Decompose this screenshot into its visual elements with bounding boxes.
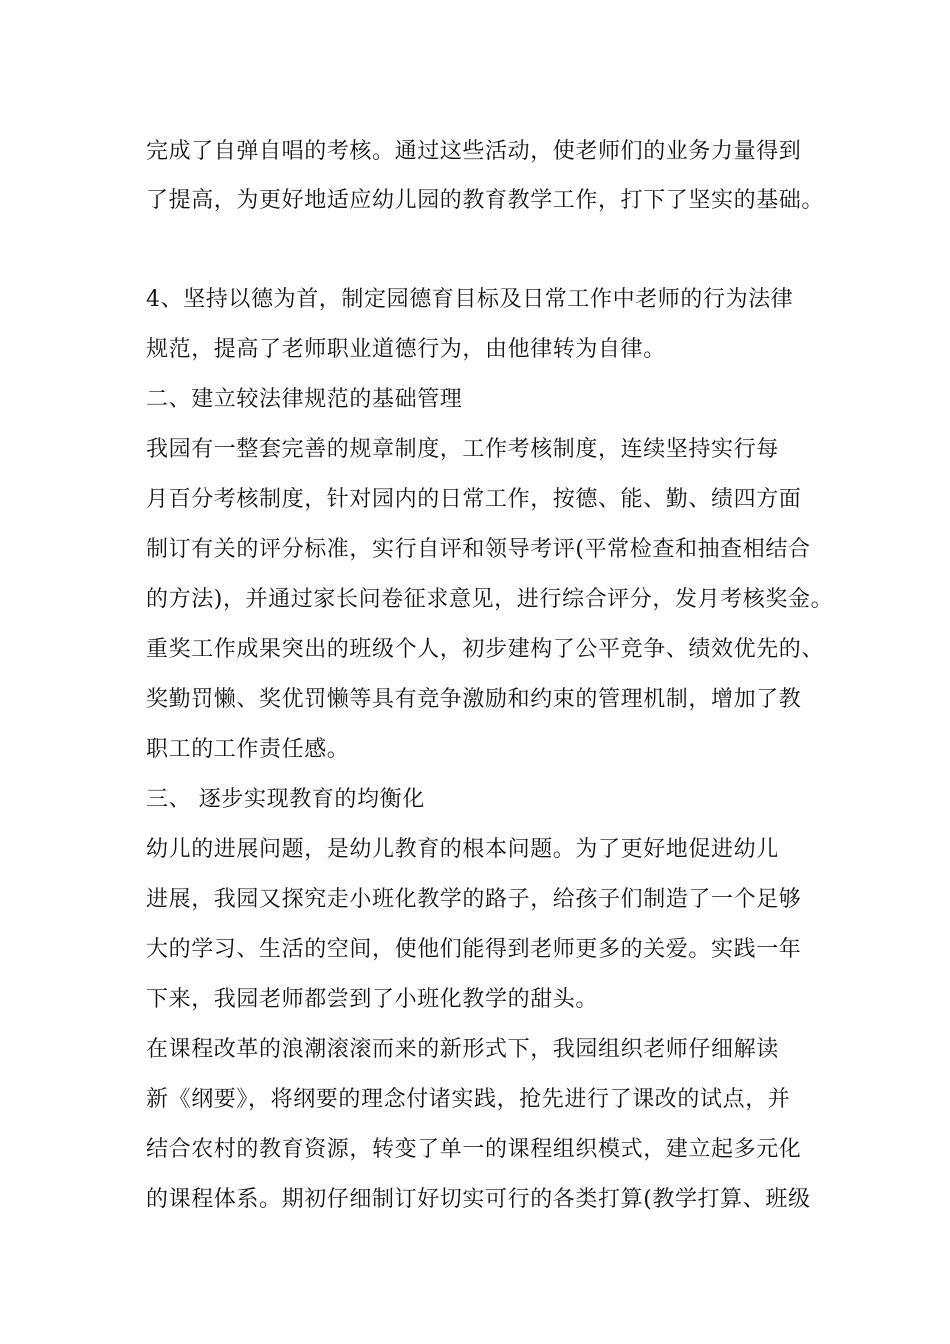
text-line: 4、坚持以德为首，制定园德育目标及日常工作中老师的行为法律 xyxy=(146,287,794,312)
section-heading: 二、建立较法律规范的基础管理 xyxy=(146,387,463,412)
text-line: 在课程改革的浪潮滚滚而来的新形式下，我园组织老师仔细解读 xyxy=(146,1037,779,1062)
text-line: 制订有关的评分标准，实行自评和领导考评(平常检查和抽查相结合 xyxy=(146,537,811,562)
text-line: 了提高，为更好地适应幼儿园的教育教学工作，打下了坚实的基础。 xyxy=(146,188,825,213)
text-line: 的课程体系。期初仔细制订好切实可行的各类打算(教学打算、班级 xyxy=(146,1187,811,1212)
section-heading: 三、 逐步实现教育的均衡化 xyxy=(146,787,425,812)
text-line: 大的学习、生活的空间，使他们能得到老师更多的关爱。实践一年 xyxy=(146,937,802,962)
text-line: 进展，我园又探究走小班化教学的路子，给孩子们制造了一个足够 xyxy=(146,887,802,912)
text-line: 的方法)，并通过家长问卷征求意见，进行综合评分，发月考核奖金。 xyxy=(146,587,834,612)
text-line: 下来，我园老师都尝到了小班化教学的甜头。 xyxy=(146,987,599,1012)
text-line: 月百分考核制度，针对园内的日常工作，按德、能、勤、绩四方面 xyxy=(146,487,802,512)
text-line: 完成了自弹自唱的考核。通过这些活动，使老师们的业务力量得到 xyxy=(146,139,802,164)
text-line: 结合农村的教育资源，转变了单一的课程组织模式，建立起多元化 xyxy=(146,1137,802,1162)
text-line: 职工的工作责任感。 xyxy=(146,737,350,762)
text-line: 重奖工作成果突出的班级个人，初步建构了公平竞争、绩效优先的、 xyxy=(146,637,825,662)
text-line: 幼儿的进展问题，是幼儿教育的根本问题。为了更好地促进幼儿 xyxy=(146,837,779,862)
text-line: 新《纲要》，将纲要的理念付诸实践，抢先进行了课改的试点，并 xyxy=(146,1087,791,1112)
text-line: 规范，提高了老师职业道德行为，由他律转为自律。 xyxy=(146,337,666,362)
text-line: 我园有一整套完善的规章制度，工作考核制度，连续坚持实行每 xyxy=(146,437,779,462)
text-line: 奖勤罚懒、奖优罚懒等具有竞争激励和约束的管理机制，增加了教 xyxy=(146,687,802,712)
